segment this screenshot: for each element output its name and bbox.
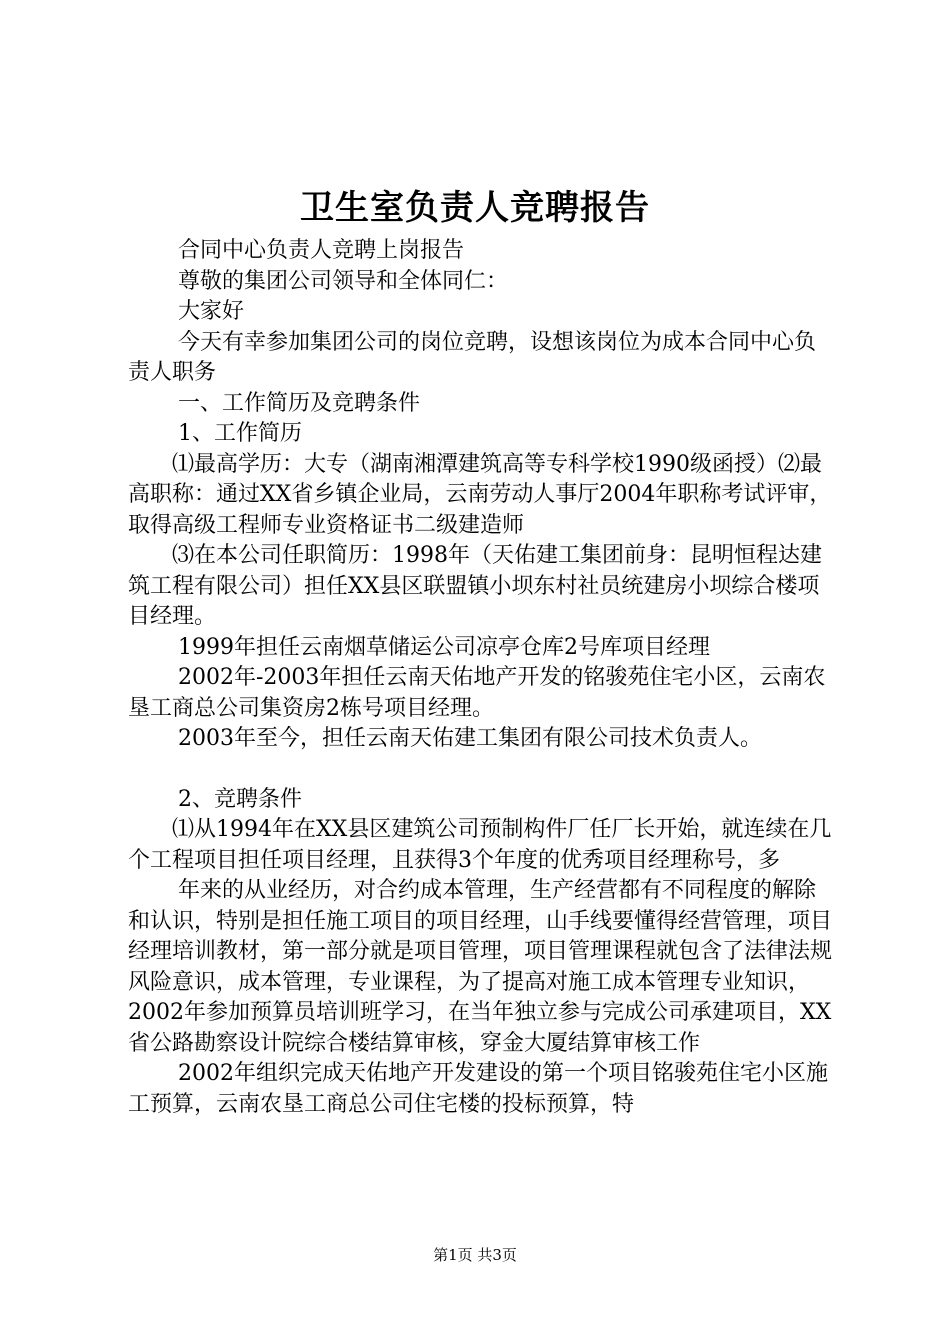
paragraph: 大家好 [178,299,245,324]
paragraph: ⑴最高学历：大专（湖南湘潭建筑高等专科学校1990级函授）⑵最高职称：通过XX省乡镇企业局，云南劳动人事厅2004年职称考试评审，取得高级工程师专业资格证书二级建造师 [128,451,832,538]
document-title: 卫生室负责人竞聘报告 [300,188,650,228]
paragraph: 2002年组织完成天佑地产开发建设的第一个项目铭骏苑住宅小区施工预算，云南农垦工商总公司住宅楼的投标预算，特 [128,1061,828,1117]
paragraph: 1999年担任云南烟草储运公司凉亭仓库2号库项目经理 [178,634,710,660]
document-body [128,236,834,1120]
paragraph: 尊敬的集团公司领导和全体同仁： [178,268,509,294]
paragraph: 今天有幸参加集团公司的岗位竞聘，设想该岗位为成本合同中心负责人职务 [128,329,817,385]
subsection-heading: 1、工作简历 [178,421,302,446]
paragraph: 2003年至今，担任云南天佑建工集团有限公司技术负责人。 [178,726,762,751]
paragraph: 2002年-2003年担任云南天佑地产开发的铭骏苑住宅小区，云南农垦工商总公司集资房2栋号项目经理。 [128,665,826,721]
paragraph: 合同中心负责人竞聘上岗报告 [178,238,465,263]
paragraph: ⑶在本公司任职简历：1998年（天佑建工集团前身：昆明恒程达建筑工程有限公司）担任XX县区联盟镇小坝东村社员统建房小坝综合楼项目经理。 [128,543,822,629]
paragraph: 年来的从业经历，对合约成本管理，生产经营都有不同程度的解除和认识，特别是担任施工项目的项目经理，山手线要懂得经营管理，项目经理培训教材，第一部分就是项目管理，项目管理课程就包含了法律法规风险意识，成本管理，专业课程，为了提高对施工成本管理专业知识，2002年参加预算员培训班学习，在当年独立参与完成公司承建项目，XX省公路勘察设计院综合楼结算审核，穿金大厦结算审核工作 [128,878,833,1056]
page-footer: 第1页 共3页 [433,1246,517,1264]
subsection-heading: 2、竞聘条件 [178,786,302,812]
section-heading: 一、工作简历及竞聘条件 [178,390,421,416]
paragraph: ⑴从1994年在XX县区建筑公司预制构件厂任厂长开始，就连续在几个工程项目担任项目经理，且获得3个年度的优秀项目经理称号，多 [128,817,832,873]
